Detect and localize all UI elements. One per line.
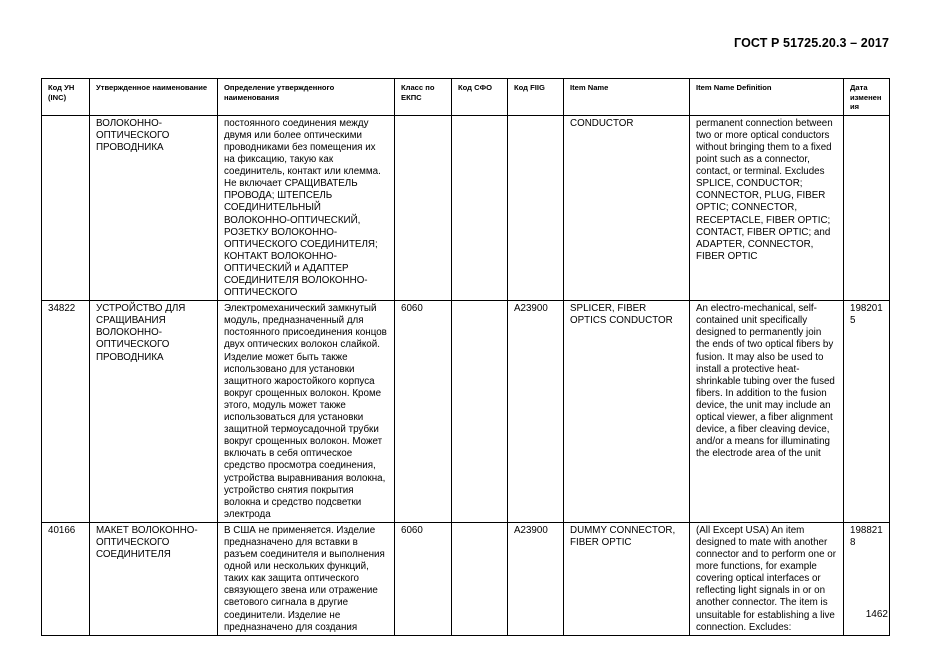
table-row (42, 301, 890, 523)
cell-class: 6060 (395, 301, 452, 523)
page-number: 1462 (865, 609, 888, 620)
standard-number: ГОСТ Р 51725.20.3 – 2017 (734, 36, 889, 50)
cell-date: 1988218 (844, 522, 890, 635)
table-row (42, 522, 890, 635)
cell-approved-name: ВОЛОКОННО-ОПТИЧЕСКОГО ПРОВОДНИКА (90, 115, 218, 300)
cell-sfo (452, 301, 508, 523)
cell-sfo (452, 522, 508, 635)
cell-approved-name: МАКЕТ ВОЛОКОННО-ОПТИЧЕСКОГО СОЕДИНИТЕЛЯ (90, 522, 218, 635)
header-class: Класс по ЕКПС (395, 79, 452, 116)
cell-item-definition: permanent connection between two or more optical conductors without bringing them to a fixed point such as a connector, contact, or terminal. Excludes SPLICE, CONDUCTOR; CONNECTOR, PLUG, FIBER OPTIC; CONNECTOR, RECEPTACLE, FIBER OPTIC; CONTACT, FIBER OPTIC; and ADAPTER, CONNECTOR, FIBER OPTIC (690, 115, 844, 300)
cell-definition: В США не применяется. Изделие предназначено для вставки в разъем соединителя и выполнения одной или нескольких функций, таких как защита оптического связующего звена или отражение светового сигнала в другие соединители. Изделие не предназначено для создания (218, 522, 395, 635)
cell-item-name: CONDUCTOR (564, 115, 690, 300)
cell-item-name: DUMMY CONNECTOR, FIBER OPTIC (564, 522, 690, 635)
table-row (42, 115, 890, 300)
cell-inc: 34822 (42, 301, 90, 523)
cell-sfo (452, 115, 508, 300)
cell-date (844, 115, 890, 300)
cell-fiig: A23900 (508, 522, 564, 635)
cell-item-definition: (All Except USA) An item designed to mate with another connector and to perform one or more functions, for example covering optical interfaces or reflecting light signals in or on another connector. The item is unsuitable for establishing a live connection. Excludes: (690, 522, 844, 635)
cell-approved-name: УСТРОЙСТВО ДЛЯ СРАЩИВАНИЯ ВОЛОКОННО-ОПТИЧЕСКОГО ПРОВОДНИКА (90, 301, 218, 523)
cell-definition: Электромеханический замкнутый модуль, предназначенный для постоянного присоединения концов двух оптических волокон слайкой. Изделие может быть также использовано для установки защитного жаростойкого корпуса вокруг срощенных волокон. Кроме этого, модуль может также использоваться для установки защитной термоусадочной трубки вокруг срощенных волокон. Может включать в себя оптическое средство просмотра соединения, устройства выравнивания волокна, устройство снятия покрытия волокна и средство подсветки электрода (218, 301, 395, 523)
header-date: Дата изменения (844, 79, 890, 116)
cell-date: 1982015 (844, 301, 890, 523)
cell-fiig (508, 115, 564, 300)
cell-inc (42, 115, 90, 300)
cell-fiig: A23900 (508, 301, 564, 523)
cell-inc: 40166 (42, 522, 90, 635)
cell-class (395, 115, 452, 300)
header-definition: Определение утвержденного наименования (218, 79, 395, 116)
header-item-name: Item Name (564, 79, 690, 116)
cell-definition: постоянного соединения между двумя или более оптическими проводниками без помещения их на фиксацию, такую как соединитель, контакт или клемма. Не включает СРАЩИВАТЕЛЬ ПРОВОДА; ШТЕПСЕЛЬ СОЕДИНИТЕЛЬНЫЙ ВОЛОКОННО-ОПТИЧЕСКИЙ, РОЗЕТКУ ВОЛОКОННО-ОПТИЧЕСКОГО СОЕДИНИТЕЛЯ; КОНТАКТ ВОЛОКОННО-ОПТИЧЕСКИЙ и АДАПТЕР СОЕДИНИТЕЛЯ ВОЛОКОННО-ОПТИЧЕСКОГО (218, 115, 395, 300)
header-sfo: Код СФО (452, 79, 508, 116)
header-item-definition: Item Name Definition (690, 79, 844, 116)
nomenclature-table (41, 78, 890, 636)
cell-item-definition: An electro-mechanical, self-contained unit specifically designed to permanently join the ends of two optical fibers by fusion. It may also be used to install a protective heat-shrinkable tubing over the fused fibers. In addition to the fusion device, the unit may include an optical viewer, a fiber alignment device, a fiber cleaving device, and/or a means for illuminating the electrode area of the unit (690, 301, 844, 523)
header-approved-name: Утвержденное наименование (90, 79, 218, 116)
table-header-row (42, 79, 890, 116)
header-inc: Код УН (INC) (42, 79, 90, 116)
header-fiig: Код FIIG (508, 79, 564, 116)
cell-class: 6060 (395, 522, 452, 635)
cell-item-name: SPLICER, FIBER OPTICS CONDUCTOR (564, 301, 690, 523)
